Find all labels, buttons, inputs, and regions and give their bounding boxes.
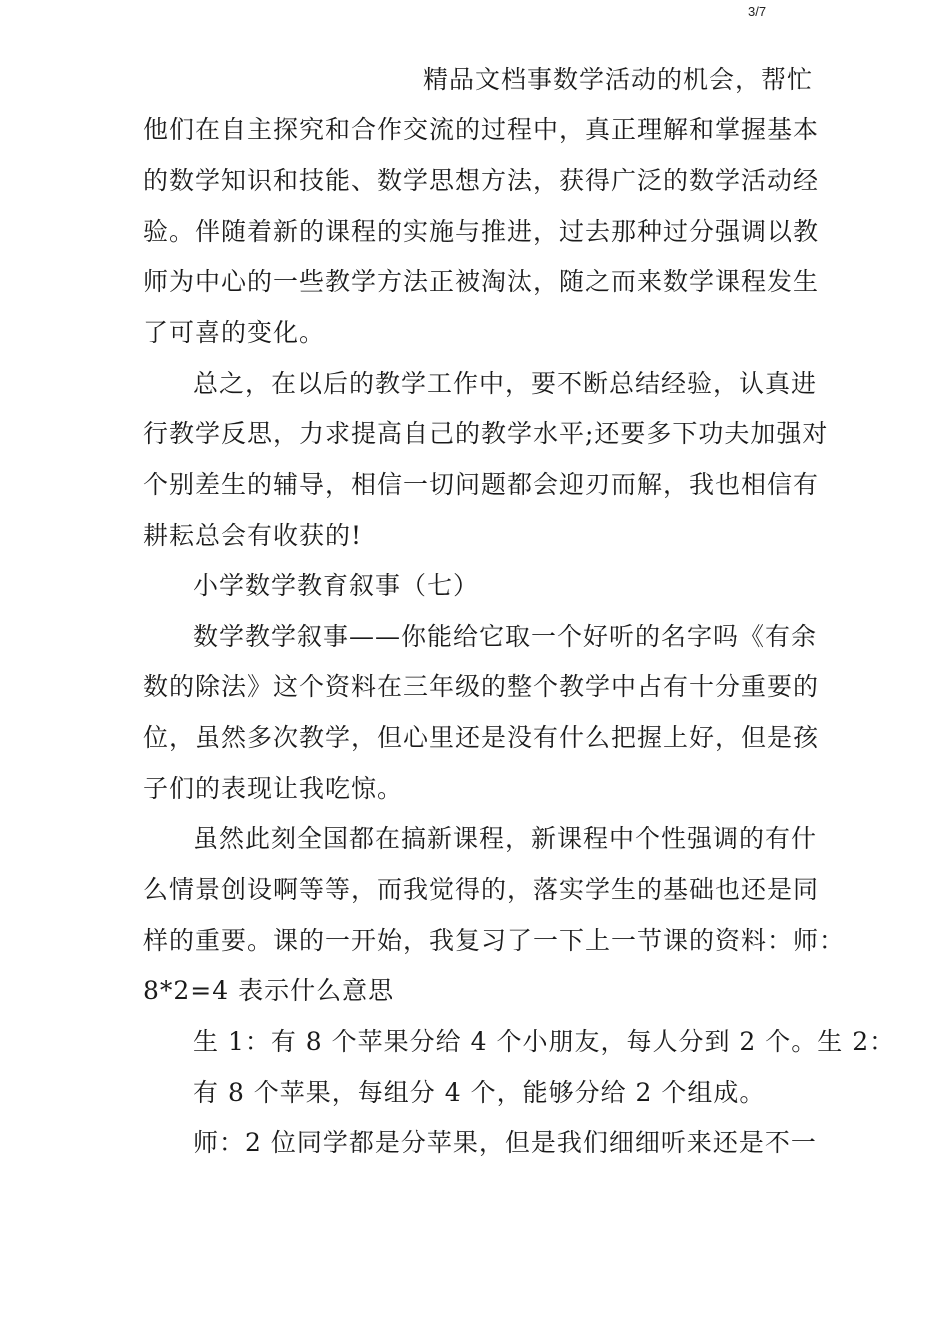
text-line: 总之，在以后的教学工作中，要不断总结经验，认真进 — [193, 369, 818, 398]
text-line: 耕耘总会有收获的! — [143, 521, 363, 550]
text-line: 了可喜的变化。 — [143, 318, 326, 347]
text-line: 个别差生的辅导，相信一切问题都会迎刃而解，我也相信有 — [143, 470, 820, 499]
text-line: 生 1：有 8 个苹果分给 4 个小朋友，每人分到 2 个。生 2： — [193, 1027, 896, 1056]
page-number: 3/7 — [748, 4, 767, 19]
text-line: 8*2=4 表示什么意思 — [143, 976, 395, 1005]
text-line: 虽然此刻全国都在搞新课程，新课程中个性强调的有什 — [193, 824, 818, 853]
text-line: 么情景创设啊等等，而我觉得的，落实学生的基础也还是同 — [143, 875, 820, 904]
text-line: 行教学反思，力求提高自己的教学水平;还要多下功夫加强对 — [143, 419, 829, 448]
text-line: 位，虽然多次教学，但心里还是没有什么把握上好，但是孩 — [143, 723, 820, 752]
text-line: 数学教学叙事——你能给它取一个好听的名字吗《有余 — [193, 622, 818, 651]
text-line: 验。伴随着新的课程的实施与推进，过去那种过分强调以教 — [143, 217, 820, 246]
text-line: 有 8 个苹果，每组分 4 个，能够分给 2 个组成。 — [193, 1078, 766, 1107]
text-line: 他们在自主探究和合作交流的过程中，真正理解和掌握基本 — [143, 115, 820, 144]
text-line: 子们的表现让我吃惊。 — [143, 774, 404, 803]
text-line: 样的重要。课的一开始，我复习了一下上一节课的资料：师： — [143, 926, 846, 955]
section-heading: 小学数学教育叙事（七） — [193, 571, 480, 600]
text-line: 的数学知识和技能、数学思想方法，获得广泛的数学活动经 — [143, 166, 820, 195]
text-line: 数的除法》这个资料在三年级的整个教学中占有十分重要的 — [143, 672, 820, 701]
text-line: 精品文档事数学活动的机会，帮忙 — [423, 65, 814, 94]
text-line: 师为中心的一些教学方法正被淘汰，随之而来数学课程发生 — [143, 267, 820, 296]
text-line: 师：2 位同学都是分苹果，但是我们细细听来还是不一 — [193, 1128, 817, 1157]
